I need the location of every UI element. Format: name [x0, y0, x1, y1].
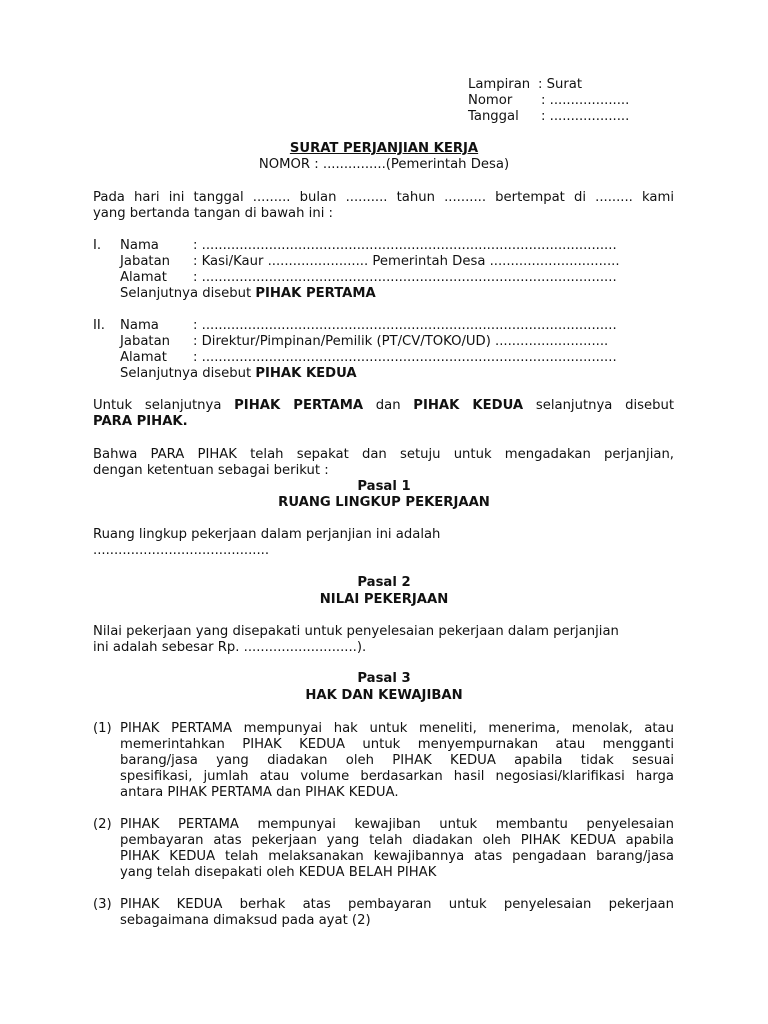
para-pihak-bold: PIHAK KEDUA: [413, 398, 524, 413]
party-second-jabatan-label: Jabatan: [120, 334, 171, 349]
party-first-numeral: I.: [93, 238, 102, 253]
tanggal-label: Tanggal: [468, 109, 519, 124]
pasal-2-line-1: Nilai pekerjaan yang disepakati untuk penyelesaian pekerjaan dalam perjanjian: [93, 624, 619, 639]
ayat-number: (3): [93, 897, 112, 912]
ayat-line: PIHAK PERTAMA mempunyai kewajiban untuk membantu penyelesaian: [120, 817, 674, 832]
nomor-value: : ...................: [541, 93, 630, 108]
para-pihak-text: Untuk selanjutnya: [93, 398, 235, 413]
agreement-paragraph: [93, 447, 674, 479]
ayat-line: pembayaran atas pekerjaan yang telah diadakan oleh PIHAK KEDUA apabila: [120, 833, 674, 848]
ayat-text: [120, 817, 674, 881]
para-pihak-line-1: [93, 398, 674, 414]
opening-line-2: yang bertanda tangan di bawah ini :: [93, 206, 333, 221]
party-first-jabatan-label: Jabatan: [120, 254, 171, 269]
lampiran-value: : Surat: [538, 77, 583, 92]
party-first-nama-value: : ...................................................................................................: [193, 238, 617, 253]
party-second-nama-label: Nama: [120, 318, 159, 333]
ayat-line: barang/jasa yang diadakan oleh PIHAK KEDUA apabila tidak sesuai: [120, 753, 674, 768]
designation-prefix: Selanjutnya disebut: [120, 366, 256, 381]
tanggal-value: : ...................: [541, 109, 630, 124]
designation-name: PIHAK PERTAMA: [255, 286, 376, 301]
pasal-1-body: [93, 527, 674, 559]
party-first-nama-label: Nama: [120, 238, 159, 253]
pasal-2-title: NILAI PEKERJAAN: [319, 592, 449, 607]
para-pihak-line-2: PARA PIHAK.: [93, 414, 188, 429]
pasal-2-label: Pasal 2: [357, 575, 411, 590]
ayat-line: PIHAK PERTAMA mempunyai hak untuk meneliti, menerima, menolak, atau: [120, 721, 674, 736]
ayat-number: (1): [93, 721, 112, 736]
party-first-alamat-label: Alamat: [120, 270, 167, 285]
party-first-designation: [120, 286, 376, 302]
pasal-1-label: Pasal 1: [357, 479, 411, 494]
pasal-2-line-2: ini adalah sebesar Rp. ...........................).: [93, 640, 367, 655]
party-second-designation: [120, 366, 357, 382]
agreement-line-2: dengan ketentuan sebagai berikut :: [93, 463, 329, 478]
para-pihak-text: selanjutnya disebut: [523, 398, 674, 413]
party-first-alamat-value: : ...................................................................................................: [193, 270, 617, 285]
party-first-jabatan-value: : Kasi/Kaur ........................ Pemerintah Desa ...............................: [193, 254, 620, 269]
ayat-line: antara PIHAK PERTAMA dan PIHAK KEDUA.: [120, 785, 399, 800]
ayat-line: PIHAK KEDUA telah melaksanakan kewajibannya atas pengadaan barang/jasa: [120, 849, 674, 864]
pasal-1-line-1: Ruang lingkup pekerjaan dalam perjanjian ini adalah: [93, 527, 441, 542]
designation-name: PIHAK KEDUA: [255, 366, 357, 381]
party-second-alamat-label: Alamat: [120, 350, 167, 365]
party-second-nama-value: : ...................................................................................................: [193, 318, 617, 333]
pasal-2-body: [93, 624, 674, 656]
para-pihak-bold: PIHAK PERTAMA: [234, 398, 364, 413]
ayat-line: sebagaimana dimaksud pada ayat (2): [120, 913, 371, 928]
party-second-alamat-value: : ...................................................................................................: [193, 350, 617, 365]
para-pihak-text: dan: [363, 398, 414, 413]
ayat-line: spesifikasi, jumlah atau volume berdasarkan hasil negosiasi/klarifikasi harga: [120, 769, 674, 784]
party-second-numeral: II.: [93, 318, 105, 333]
party-second-jabatan-value: : Direktur/Pimpinan/Pemilik (PT/CV/TOKO/UD) ...........................: [193, 334, 609, 349]
designation-prefix: Selanjutnya disebut: [120, 286, 256, 301]
document-number: NOMOR : ...............(Pemerintah Desa): [258, 157, 510, 172]
nomor-label: Nomor: [468, 93, 513, 108]
ayat-line: memerintahkan PIHAK KEDUA untuk menyempurnakan atau mengganti: [120, 737, 674, 752]
pasal-3-label: Pasal 3: [357, 671, 411, 686]
agreement-line-1: Bahwa PARA PIHAK telah sepakat dan setuju untuk mengadakan perjanjian,: [93, 447, 674, 462]
pasal-1-line-2: ..........................................: [93, 543, 270, 558]
lampiran-label: Lampiran: [468, 77, 531, 92]
pasal-3-title: HAK DAN KEWAJIBAN: [305, 688, 463, 703]
ayat-line: PIHAK KEDUA berhak atas pembayaran untuk penyelesaian pekerjaan: [120, 897, 674, 912]
pasal-1-title: RUANG LINGKUP PEKERJAAN: [278, 495, 490, 510]
ayat-text: [120, 897, 674, 929]
ayat-text: [120, 721, 674, 801]
opening-line-1: Pada hari ini tanggal ......... bulan .......... tahun .......... bertempat di ......... kami: [93, 190, 674, 205]
ayat-line: yang telah disepakati oleh KEDUA BELAH PIHAK: [120, 865, 437, 880]
para-pihak-paragraph: [93, 398, 674, 430]
document-title: SURAT PERJANJIAN KERJA: [289, 141, 479, 156]
opening-paragraph: [93, 190, 674, 222]
ayat-number: (2): [93, 817, 112, 832]
